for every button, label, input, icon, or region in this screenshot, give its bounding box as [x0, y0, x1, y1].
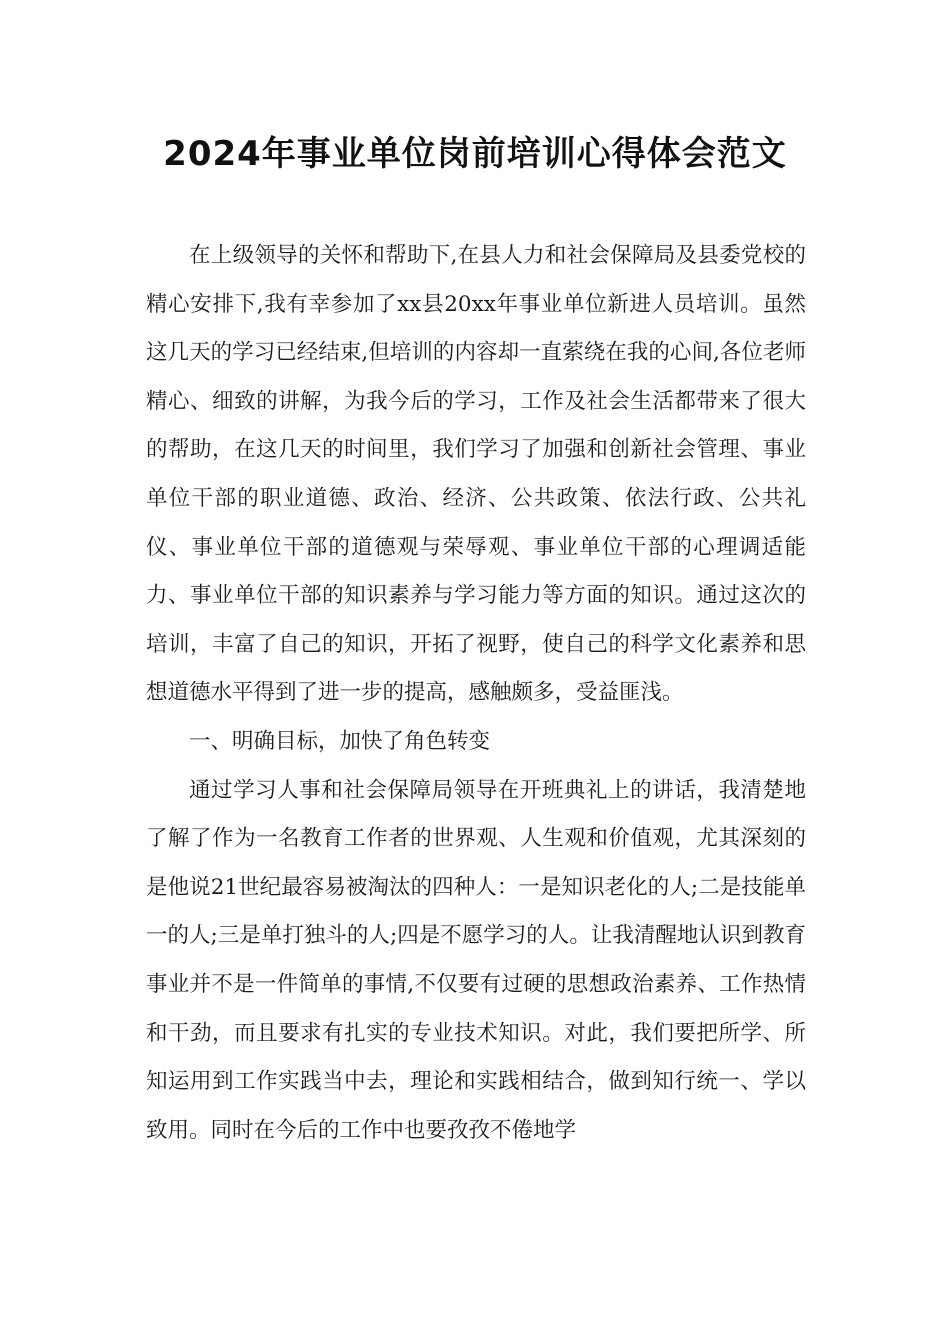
- document-title: 2024年事业单位岗前培训心得体会范文: [163, 134, 787, 174]
- paragraph-intro: 在上级领导的关怀和帮助下,在县人力和社会保障局及县委党校的精心安排下,我有幸参加了xx县20xx年事业单位新进人员培训。虽然这几天的学习已经结束,但培训的内容却一直萦绕在我的心间,各位老师精心、细致的讲解，为我今后的学习，工作及社会生活都带来了很大的帮助，在这几天的时间里，我们学习了加强和创新社会管理、事业单位干部的职业道德、政治、经济、公共政策、依法行政、公共礼仪、事业单位干部的道德观与荣辱观、事业单位干部的心理调适能力、事业单位干部的知识素养与学习能力等方面的知识。通过这次的培训，丰富了自己的知识，开拓了视野，使自己的科学文化素养和思想道德水平得到了进一步的提高，感触颇多，受益匪浅。: [146, 243, 806, 706]
- paragraph-section-1: 通过学习人事和社会保障局领导在开班典礼上的讲话，我清楚地了解了作为一名教育工作者的世界观、人生观和价值观，尤其深刻的是他说21世纪最容易被淘汰的四种人：一是知识老化的人;二是技能单一的人;三是单打独斗的人;四是不愿学习的人。让我清醒地认识到教育事业并不是一件简单的事情,不仅要有过硬的思想政治素养、工作热情和干劲，而且要求有扎实的专业技术知识。对此，我们要把所学、所知运用到工作实践当中去，理论和实践相结合，做到知行统一、学以致用。同时在今后的工作中也要孜孜不倦地学: [146, 777, 806, 1143]
- section-heading-1: 一、明确目标，加快了角色转变: [189, 728, 491, 754]
- document-body: [146, 232, 806, 1155]
